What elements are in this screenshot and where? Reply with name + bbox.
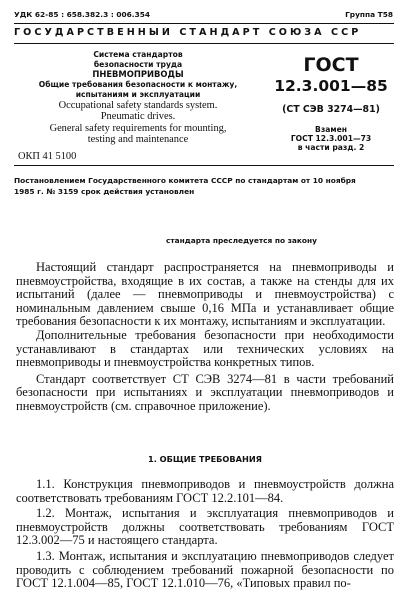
requirements-line-2: испытаниям и эксплуатации <box>75 89 201 99</box>
clause-1-1: 1.1. Конструкция пневмоприводов и пневмоустройств должна соответствовать требованиям ГОСТ 12.2.101—84. <box>16 477 394 505</box>
header-bottom-rule <box>14 43 394 44</box>
clause-1-2: 1.2. Монтаж, испытания и эксплуатация пневмоприводов и пневмоустройств должны соответствовать требованиям ГОСТ 12.3.002—75 и настоящего стандарта. <box>16 506 394 548</box>
instead-label: Взамен <box>315 125 347 134</box>
requirements-line-1: Общие требования безопасности к монтажу, <box>38 80 238 89</box>
decree-line-2: 1985 г. № 3159 срок действия установлен <box>14 187 195 196</box>
gost-label: ГОСТ <box>303 54 359 76</box>
title-bottom-rule <box>14 165 394 166</box>
section-1-body <box>16 478 394 591</box>
state-standard-heading: ГОСУДАРСТВЕННЫЙ СТАНДАРТ СОЮЗА ССР <box>14 27 362 38</box>
system-line-1: Система стандартов <box>93 50 183 59</box>
subject-title: ПНЕВМОПРИВОДЫ <box>92 69 184 79</box>
english-title-line-4: testing and maintenance <box>87 134 189 146</box>
english-title-line-3: General safety requirements for mounting, <box>49 122 227 134</box>
group-code: Группа Т58 <box>345 10 393 19</box>
gost-number: 12.3.001—85 <box>274 77 388 95</box>
prosecution-notice: стандарта преследуется по закону <box>166 236 317 245</box>
okp-code: ОКП 41 5100 <box>18 151 77 162</box>
udk-code: УДК 62-85 : 658.382.3 : 006.354 <box>14 10 151 19</box>
section-1-title: 1. ОБЩИЕ ТРЕБОВАНИЯ <box>148 454 262 464</box>
instead-part: в части разд. 2 <box>297 143 365 153</box>
intro-paragraph-3: Стандарт соответствует СТ СЭВ 3274—81 в части требований безопасности при испытаниях и эксплуатации пневмоприводов и пневмоустройств (см. справочное приложение). <box>16 371 394 413</box>
designation-block <box>268 54 394 153</box>
instead-gost: ГОСТ 12.3.001—73 <box>290 134 372 144</box>
system-line-2: безопасности труда <box>93 59 183 69</box>
top-rule <box>14 23 394 24</box>
english-title-line-2: Pneumatic drives. <box>100 111 176 123</box>
clause-1-3: 1.3. Монтаж, испытания и эксплуатацию пневмоприводов следует проводить с соблюдением требований пожарной безопасности по ГОСТ 12.1.004—85, ГОСТ 12.1.010—76, «Типовых правил по- <box>16 548 394 591</box>
decree-line-1: Постановлением Государственного комитета СССР по стандартам от 10 ноября <box>14 176 356 185</box>
english-title-line-1: Occupational safety standards system. <box>58 100 218 111</box>
intro-paragraph-1: Настоящий стандарт распространяется на пневмоприводы и пневмоустройства, входящие в их состав, а также на стенды для их испытаний (далее — пневмоприводы и пневмоустройства) с номинальным давлением свыше 0,16 МПа и устанавливает общие требования безопасности к их монтажу, испытаниям и эксплуатации. <box>16 260 394 329</box>
body-text <box>16 261 394 414</box>
title-block <box>14 50 262 146</box>
intro-paragraph-2: Дополнительные требования безопасности при необходимости устанавливают в стандартах или технических условиях на пневмоприводы и пневмоустройства конкретных типов. <box>16 327 394 370</box>
st-sev-reference: (СТ СЭВ 3274—81) <box>282 104 380 115</box>
